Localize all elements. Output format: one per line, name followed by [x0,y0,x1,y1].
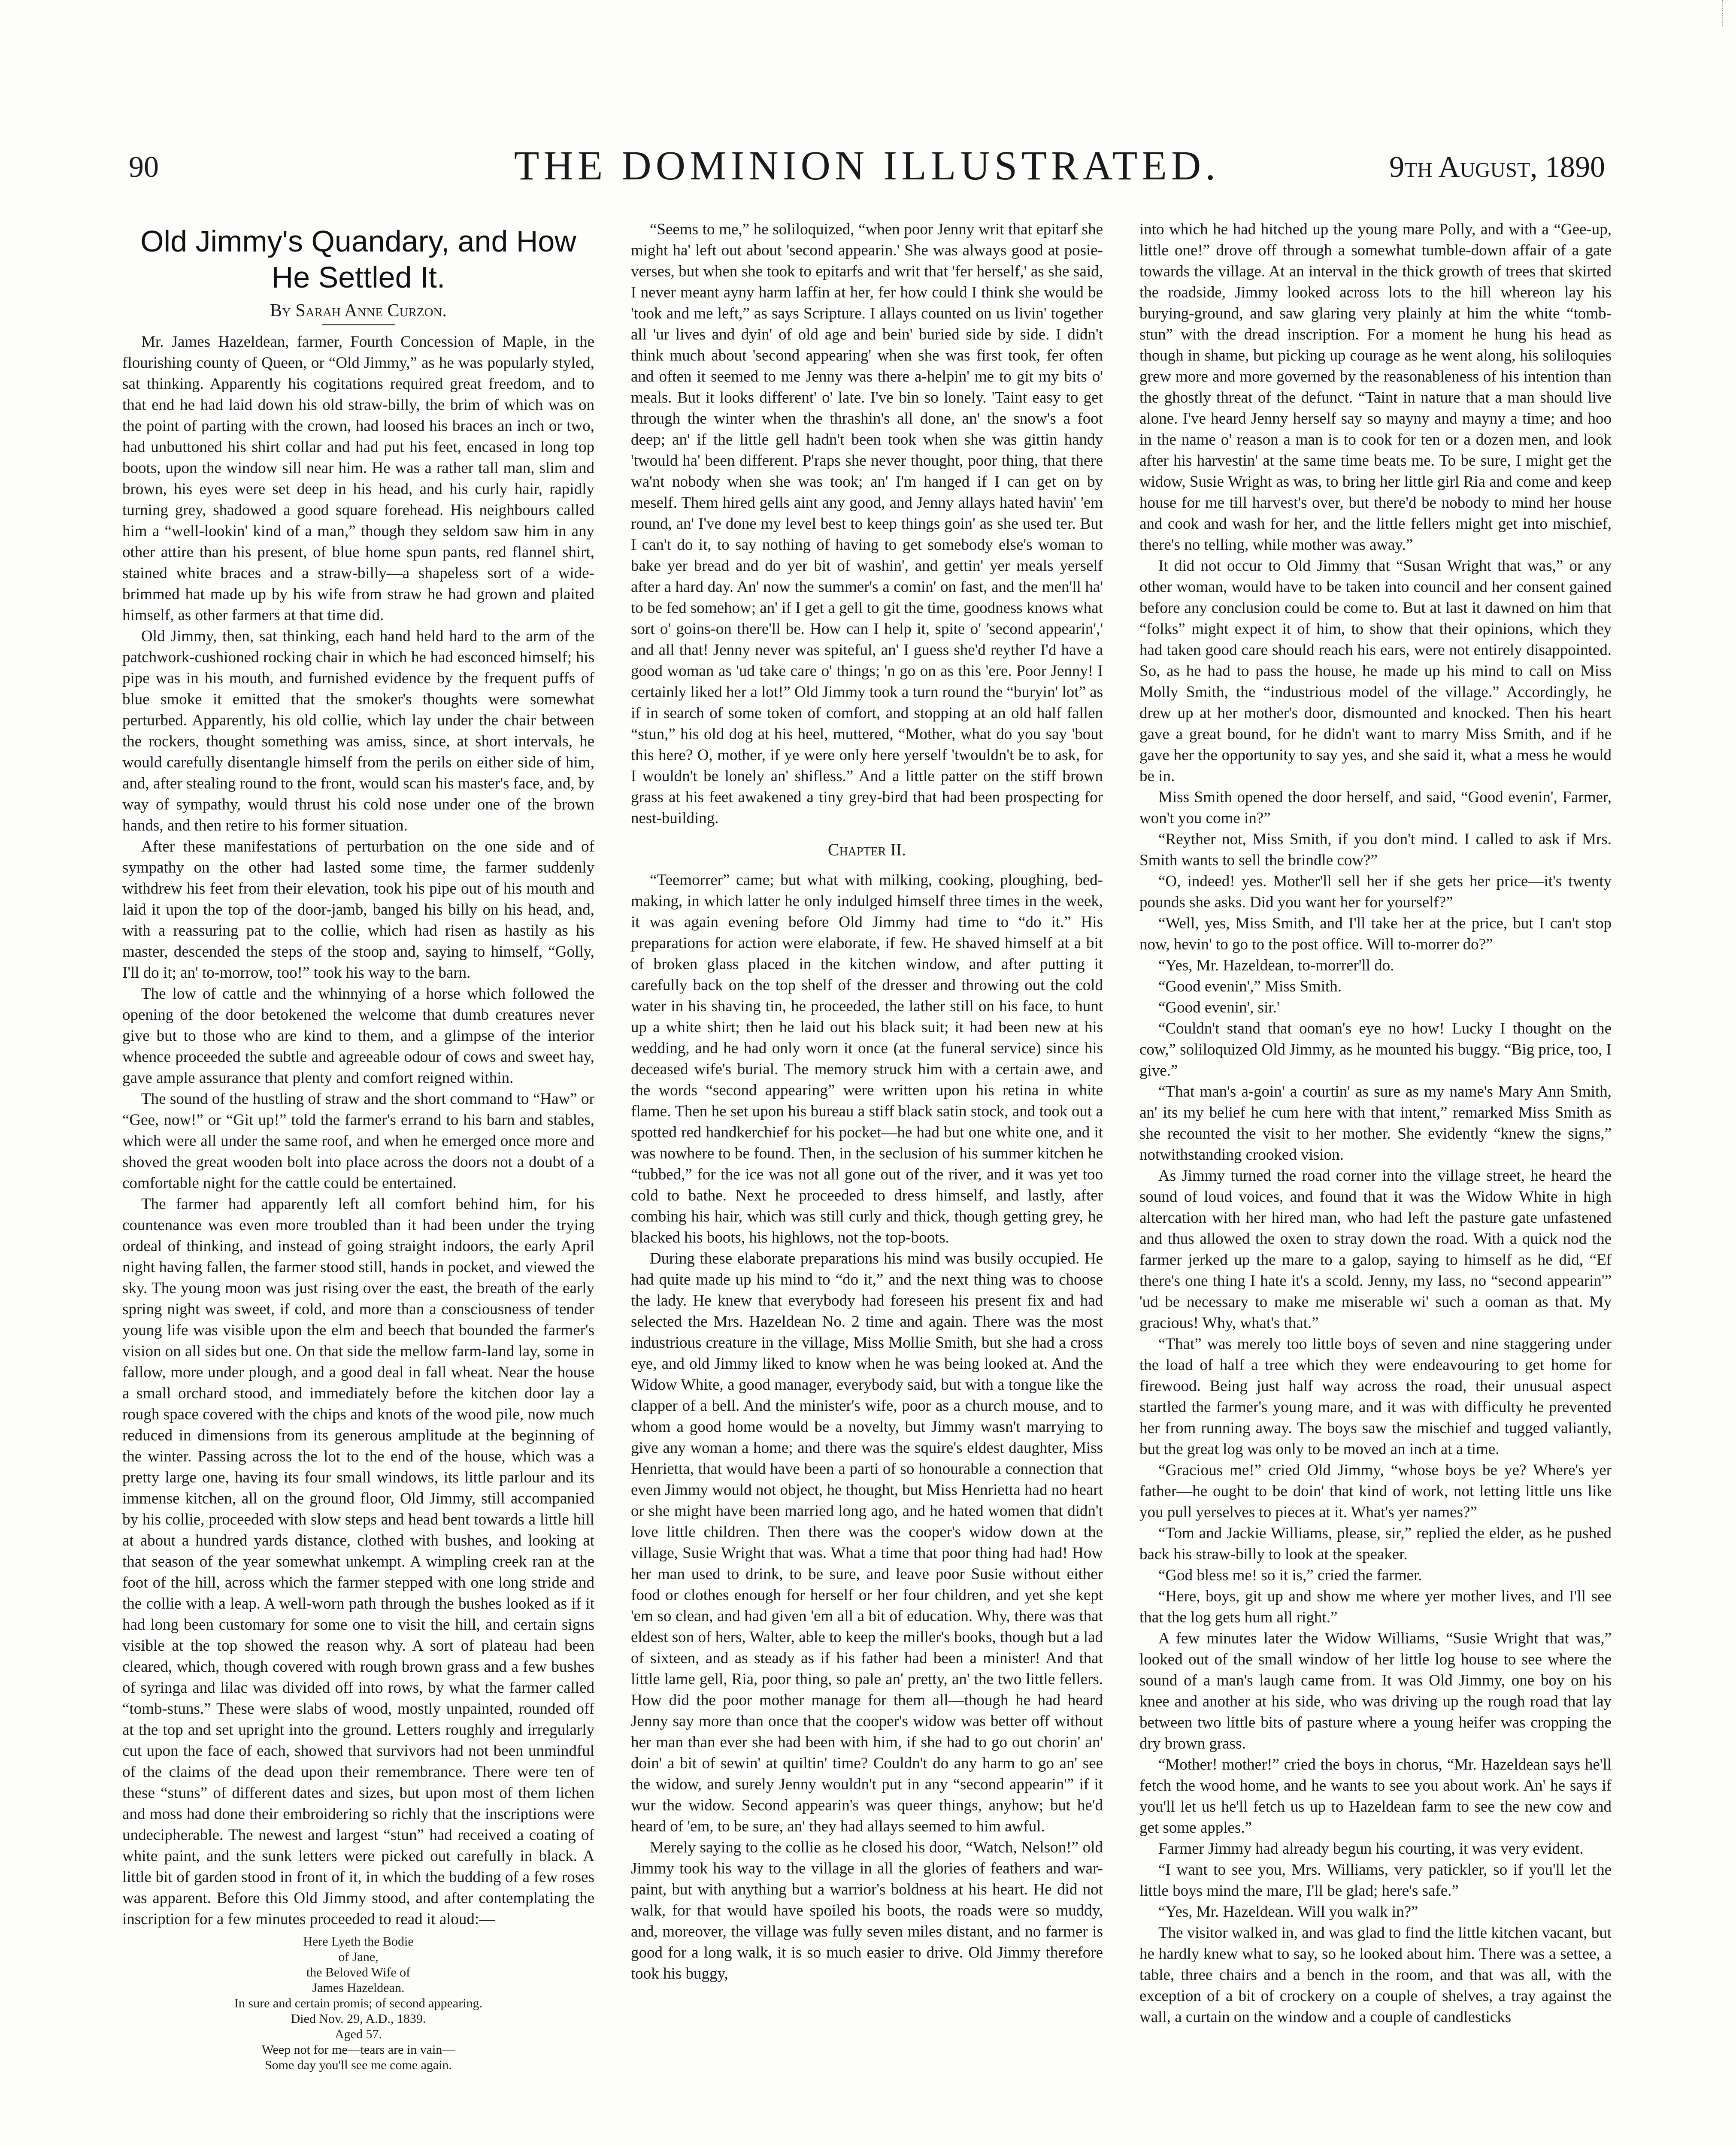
paragraph: “Seems to me,” he soliloquized, “when poor Jenny writ that epitarf she might ha' left out about 'second appearin.' She was always good at posie-verses, but when she took to epitarfs and writ that 'fer herself,' as she said, I never meant ayny harm laffin at her, fer how could I think she would be 'took and me left,” as says Scripture. I allays counted on us livin' together all 'ur lives and dyin' of old age and bein' buried side by side. I didn't think much about 'second appearing' when she was first took, fer often and often it seemed to me Jenny was there a-helpin' me to git my bits o' meals. But it looks different' o' late. I've bin so lonely. 'Taint easy to get through the winter when the thrashin's all done, an' the snow's a foot deep; an' if the little gell hadn't been took when she was gittin handy 'twould ha' been different. P'raps she never thought, poor thing, that there wa'nt nobody when she was took; an' I'm hanged if I can get on by meself. Them hired gells aint any good, and Jenny allays hated havin' 'em round, an' I've done my level best to keep things goin' as she used ter. But I can't do it, to say nothing of having to get somebody else's woman to bake yer bread and do yer bit of washin', and gettin' yer meals yerself after a hard day. An' now the summer's a comin' on fast, and the men'll ha' to be fed somehow; an' if I get a gell to git the time, goodness knows what sort o' goins-on there'll be. How can I help it, spite o' 'second appearin',' and all that! Jenny never was spiteful, an' I guess she'd reyther I'd have a good woman as 'ud take care o' things; 'n go on as this 'ere. Poor Jenny! I certainly liked her a lot!” Old Jimmy took a turn round the “buryin' lot” as if in search of some token of comfort, and stopping at an old half fallen “stun,” his old dog at his heel, muttered, “Mother, what do you say 'bout this here? O, mother, if ye were only here yerself 'twouldn't be to ask, for I wouldn't be lonely an' shifless.” And a little patter on the stiff brown grass at his feet awakened a tiny grey-bird that had been prospecting for nest-building. [631,221,1103,827]
paragraph: The visitor walked in, and was glad to find the little kitchen vacant, but he hardly knew what to say, so he looked about him. There was a settee, a table, three chairs and a bench in the room, and that was all, with the exception of a bit of crockery on a couple of shelves, a tray against the wall, a curtain on the window and a couple of candlesticks [1139,1924,1612,2026]
column-1 [122,219,594,2146]
paragraph: “Well, yes, Miss Smith, and I'll take her at the price, but I can't stop now, hevin' to go to the post office. Will to-morrer do?” [1139,915,1612,953]
chapter-heading: Chapter II. [827,840,906,859]
inscription-line: In sure and certain promis; of second appearing. [234,1996,483,2010]
paragraph: Merely saying to the collie as he closed his door, “Watch, Nelson!” old Jimmy took his way to the village in all the glories of feathers and war-paint, but with anything but a warrior's boldness at his heart. He did not walk, for that would have spoiled his boots, the roads were so muddy, and, moreover, the village was fully seven miles distant, and no farmer is good for a long walk, it is so much easier to drive. Old Jimmy therefore took his buggy, [631,1839,1103,1982]
paragraph: “Couldn't stand that ooman's eye no how! Lucky I thought on the cow,” soliloquized Old Jimmy, as he mounted his buggy. “Big price, too, I give.” [1139,1020,1612,1079]
paragraph: After these manifestations of perturbation on the one side and of sympathy on the other had lasted some time, the farmer suddenly withdrew his feet from their elevation, took his pipe out of his mouth and laid it upon the top of the door-jamb, banged his billy on his head, and, with a reassuring pat to the collie, which had risen as hastily as his master, descended the steps of the stoop and, saying to himself, “Golly, I'll do it; an' to-morrow, too!” took his way to the barn. [122,838,594,982]
paragraph: “Gracious me!” cried Old Jimmy, “whose boys be ye? Where's yer father—he ought to be doin' that kind of work, not letting little uns like you pull yerselves to pieces at it. What's yer names?” [1139,1461,1612,1521]
page-edge-mark [1722,0,1736,26]
paragraph: “Good evenin', sir.' [1158,999,1280,1016]
paragraph: “Here, boys, git up and show me where yer mother lives, and I'll see that the log gets hum all right.” [1139,1588,1612,1626]
paragraph: “Tom and Jackie Williams, please, sir,” replied the elder, as he pushed back his straw-billy to look at the speaker. [1139,1525,1612,1563]
paragraph: Old Jimmy, then, sat thinking, each hand held hard to the arm of the patchwork-cushioned rocking chair in which he had esconced himself; his pipe was in his mouth, and furnished evidence by the frequent puffs of blue smoke it emitted that the smoker's thoughts were somewhat perturbed. Apparently, his old collie, which lay under the chair between the rockers, thought something was amiss, since, at short intervals, he would carefully disentangle himself from the perils on either side of him, and, after stealing round to the front, would scan his master's face, and, by way of sympathy, would thrust his cold nose under one of the brown hands, and then retire to his former situation. [122,627,594,834]
paragraph: “O, indeed! yes. Mother'll sell her if she gets her price—it's twenty pounds she asks. Did you want her for yourself?” [1139,873,1612,911]
paragraph: “Good evenin',” Miss Smith. [1158,978,1342,995]
paragraph: Farmer Jimmy had already begun his courting, it was very evident. [1158,1840,1584,1858]
tombstone-inscription [122,1934,594,2073]
page-number: 90 [129,151,159,184]
paragraph-continued: into which he had hitched up the young mare Polly, and with a “Gee-up, little one!” drove off through a somewhat tumble-down affair of a gate towards the village. At an interval in the thick growth of trees that skirted the roadside, Jimmy looked across lots to the hill whereon lay his burying-ground, and saw glaring very plainly at him the white “tomb-stun” with the dread inscription. For a moment he hung his head as though in shame, but picking up courage as he went along, his soliloquies grew more and more governed by the reasonableness of his intention than the ghostly threat of the defunct. “Taint in nature that a man should live alone. I've heard Jenny herself say so mayny and mayny a time; and hoo in the name o' reason a man is to cook for ten or a dozen men, and look after his harvestin' at the same time beats me. To be sure, I might get the widow, Susie Wright as was, to bring her little girl Ria and come and keep house for me till harvest's over, but there'd be nobody to mind her house and cook and wash for her, and the little fellers might get into mischief, there's no telling, while mother was away.” [1139,221,1612,554]
paragraph: “Yes, Mr. Hazeldean. Will you walk in?” [1158,1903,1418,1921]
article-byline: By Sarah Anne Curzon. [270,301,447,321]
running-header [129,142,1605,193]
paragraph: The sound of the hustling of straw and the short command to “Haw” or “Gee, now!” or “Git up!” told the farmer's errand to his barn and stables, which were all under the same roof, and when he emerged once more and shoved the great wooden bolt into place across the doors not a doubt of a comfortable night for the cattle could be entertained. [122,1090,594,1192]
paragraph: Mr. James Hazeldean, farmer, Fourth Concession of Maple, in the flourishing county of Queen, or “Old Jimmy,” as he was popularly styled, sat thinking. Apparently his cogitations required great freedom, and to that end he had laid down his old straw-billy, the brim of which was on the point of parting with the crown, had loosed his braces an inch or two, had unbuttoned his shirt collar and had put his feet, encased in long top boots, upon the window sill near him. He was a rather tall man, slim and brown, his eyes were set deep in his head, and his curly hair, rapidly turning grey, shadowed a good square forehead. His neighbours called him a “well-lookin' kind of a man,” though they seldom saw him in any other attire than his present, of blue home spun pants, red flannel shirt, stained white braces and a straw-billy—a shapeless sort of a wide-brimmed hat made up by his wife from straw he had grown and plaited himself, as other farmers at that time did. [122,333,594,624]
paragraph: “Mother! mother!” cried the boys in chorus, “Mr. Hazeldean says he'll fetch the wood home, and he wants to see you about work. An' he says if you'll let us he'll fetch us up to Hazeldean farm to see the new cow and get some apples.” [1139,1756,1612,1837]
inscription-line: Some day you'll see me come again. [264,2058,452,2072]
paragraph: Miss Smith opened the door herself, and said, “Good evenin', Farmer, won't you come in?” [1139,788,1612,827]
column-2 [631,219,1103,2146]
inscription-line: Aged 57. [335,2027,382,2041]
paragraph: “God bless me! so it is,” cried the farmer. [1158,1567,1422,1584]
paragraph: It did not occur to Old Jimmy that “Susan Wright that was,” or any other woman, would have to be taken into council and her consent gained before any conclusion could be come to. But at last it dawned on him that “folks” might expect it of him, to show that their opinions, which they had taken good care should reach his ears, were not entirely disappointed. So, as he had to pass the house, he made up his mind to call on Miss Molly Smith, the “industrious model of the village.” Accordingly, he drew up at her mother's door, dismounted and knocked. Then his heart gave a great bound, for he didn't want to marry Miss Smith, and if he gave her the opportunity to say yes, and she said it, what a mess he would be in. [1139,557,1612,785]
inscription-line: of Jane, [338,1950,379,1964]
paragraph: “That” was merely too little boys of seven and nine staggering under the load of half a tree which they were endeavouring to get home for firewood. Being just half way across the road, their unusual aspect startled the farmer's young mare, and it was with difficulty he prevented her from running away. The boys saw the mischief and tugged valiantly, but the great log was only to be moved an inch at a time. [1139,1335,1612,1458]
issue-date: 9th August, 1890 [1389,151,1605,184]
paragraph: “Yes, Mr. Hazeldean, to-morrer'll do. [1158,957,1394,974]
inscription-line: Died Nov. 29, A.D., 1839. [291,2012,426,2026]
paragraph: A few minutes later the Widow Williams, “Susie Wright that was,” looked out of the small window of her little log house to see where the sound of a man's laugh came from. It was Old Jimmy, one boy on his knee and another at his side, who was driving up the rough road that lay between two little bits of pasture where a young heifer was cropping the dry brown grass. [1139,1630,1612,1752]
paragraph: “Reyther not, Miss Smith, if you don't mind. I called to ask if Mrs. Smith wants to sell the brindle cow?” [1139,831,1612,869]
paragraph: “Teemorrer” came; but what with milking, cooking, ploughing, bed-making, in which latter he only indulged himself three times in the week, it was again evening before Old Jimmy had time to “do it.” His preparations for action were elaborate, if few. He shaved himself at a bit of broken glass placed in the kitchen window, and after putting it carefully back on the top shelf of the dresser and throwing out the cold water in his shaving tin, he proceeded, the lather still on his face, to hunt up a white shirt; then he laid out his black suit; it had been new at his wedding, and he had only worn it once (at the funeral service) since his deceased wife's burial. The memory struck him with a certain awe, and the words “second appearing” were written upon his retina in white flame. Then he set upon his bureau a stiff black satin stock, and took out a spotted red handkerchief for his pocket—he had but one white one, and it was nowhere to be found. Then, in the seclusion of his summer kitchen he “tubbed,” for the ice was not all gone out of the river, and it was yet too cold to bathe. Next he proceeded to dress himself, and lastly, after combing his hair, which was still curly and thick, though getting grey, he blacked his boots, his highlows, not the top-boots. [631,871,1103,1246]
inscription-line: Weep not for me—tears are in vain— [261,2043,455,2057]
inscription-line: James Hazeldean. [312,1981,405,1995]
inscription-line: Here Lyeth the Bodie [303,1934,414,1949]
masthead: THE DOMINION ILLUSTRATED. [514,142,1220,188]
paragraph: The low of cattle and the whinnying of a horse which followed the opening of the door betokened the welcome that dumb creatures never give but to those who are kind to them, and a glimpse of the interior whence proceeded the subtle and agreeable odour of cows and sweet hay, gave ample assurance that plenty and comfort reigned within. [122,985,594,1087]
inscription-line: the Beloved Wife of [306,1965,411,1979]
column-3 [1139,219,1612,2146]
paragraph: “I want to see you, Mrs. Williams, very patickler, so if you'll let the little boys mind the mare, I'll be glad; here's safe.” [1139,1861,1612,1900]
paragraph: “That man's a-goin' a courtin' as sure as my name's Mary Ann Smith, an' its my belief he cum here with that intent,” remarked Miss Smith as she recounted the visit to her mother. She evidently “knew the signs,” notwithstanding crooked vision. [1139,1083,1612,1164]
paragraph: The farmer had apparently left all comfort behind him, for his countenance was even more troubled than it had been under the trying ordeal of thinking, and instead of going straight indoors, the early April night having fallen, the farmer stood still, hands in pocket, and viewed the sky. The young moon was just rising over the east, the breath of the early spring night was sweet, if cold, and more than a consciousness of tender young life was visible upon the elm and beech that bounded the farmer's vision on all sides but one. On that side the mellow farm-land lay, some in fallow, more under plough, and a good deal in fall wheat. Near the house a small orchard stood, and immediately before the kitchen door lay a rough space covered with the chips and knots of the wood pile, now much reduced in dimensions from its generous amplitude at the beginning of the winter. Passing across the lot to the end of the house, which was a pretty large one, having its four small windows, its little parlour and its immense kitchen, all on the ground floor, Old Jimmy, still accompanied by his collie, proceeded with slow steps and head bent towards a little hill at about a hundred yards distance, clothed with bushes, and looking at that season of the year somewhat unkempt. A wimpling creek ran at the foot of the hill, across which the farmer stepped with one long stride and the collie with a leap. A well-worn path through the bushes looked as if it had long been customary for some one to visit the hill, and certain signs visible at the top showed the reason why. A sort of plateau had been cleared, which, though covered with rough brown grass and a few bushes of syringa and lilac was divided off into rows, by what the farmer called “tomb-stuns.” These were slabs of wood, mostly unpainted, rounded off at the top and set upright into the ground. Letters roughly and irregularly cut upon the face of each, showed that survivors had not been unmindful of the claims of the dead upon their remembrance. There were ten of these “stuns” of different dates and sizes, but upon most of them lichen and moss had done their embroidering so richly that the inscriptions were undecipherable. The newest and largest “stun” had received a coating of white paint, and the sunk letters were picked out carefully in black. A little bit of garden stood in front of it, in which the budding of a few roses was apparent. Before this Old Jimmy stood, and after contemplating the inscription for a few minutes proceeded to read it aloud:— [122,1195,594,1928]
paragraph: During these elaborate preparations his mind was busily occupied. He had quite made up his mind to “do it,” and the next thing was to choose the lady. He knew that everybody had foreseen his present fix and had selected the Mrs. Hazeldean No. 2 time and again. There was the most industrious creature in the village, Miss Mollie Smith, but she had a cross eye, and old Jimmy liked to know when he was being looked at. And the Widow White, a good manager, everybody said, but with a tongue like the clapper of a bell. And the minister's wife, poor as a church mouse, and to whom a good home would be a novelty, but Jimmy wasn't marrying to give any woman a home; and there was the squire's eldest daughter, Miss Henrietta, that would have been a parti of so honourable a connection that even Jimmy would not object, he thought, but Miss Henrietta had no heart or she might have been married long ago, and he hated women that didn't love little children. Then there was the cooper's widow down at the village, Susie Wright that was. What a time that poor thing had had! How her man used to drink, to be sure, and leave poor Susie without either food or clothes enough for herself or her four children, and yet she kept 'em so clean, and had given 'em all a bit of education. Why, there was that eldest son of hers, Walter, able to keep the miller's books, though but a lad of sixteen, and as steady as if his father had been a minister! And that little lame gell, Ria, poor thing, so pale an' pretty, an' the two little fellers. How did the poor mother manage for them all—though he had heard Jenny say more than once that the cooper's widow was better off without her man than ever she had been with him, if she had to go out chorin' an' doin' a bit of sewin' at quiltin' time? Couldn't do any harm to go an' see the widow, and surely Jenny wouldn't put in any “second appearin'” if it wur the widow. Second appearin's was queer things, anyhow; but he'd heard of 'em, to be sure, an' they had allays seemed to him awful. [631,1250,1103,1835]
title-rule [322,324,395,325]
paragraph: As Jimmy turned the road corner into the village street, he heard the sound of loud voices, and found that it was the Widow White in high altercation with her hired man, who had left the pasture gate unfastened and thus allowed the oxen to stray down the road. With a quick nod the farmer jerked up the mare to a galop, saying to himself as he did, “Ef there's one thing I hate it's a scold. Jenny, my lass, no “second appearin'” 'ud be necessary to make me miserable wi' such a ooman as that. My gracious! Why, what's that.” [1139,1167,1612,1332]
article-title: Old Jimmy's Quandary, and How He Settled It. [140,224,576,294]
